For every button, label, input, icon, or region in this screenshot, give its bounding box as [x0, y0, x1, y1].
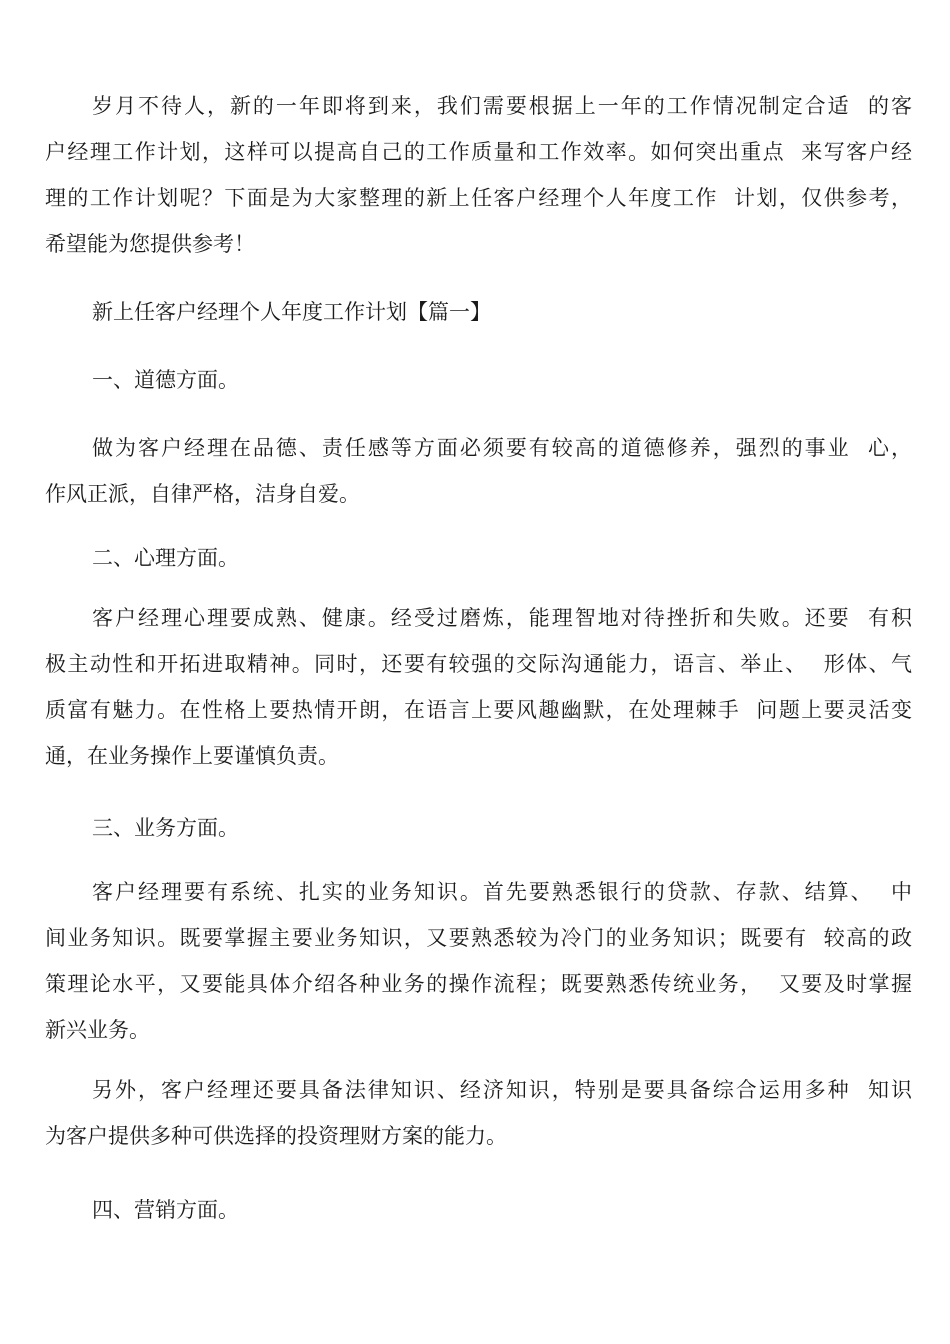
- intro-line-1: 岁月不待人，新的一年即将到来，我们需要根据上一年的工作情况制定合适 的客: [92, 94, 912, 118]
- section3-p1-line-4: 新兴业务。: [45, 1018, 150, 1042]
- section2-line-3: 质富有魅力。在性格上要热情开朗，在语言上要风趣幽默，在处理棘手 问题上要灵活变: [45, 698, 912, 722]
- section3-p1-line-3: 策理论水平，又要能具体介绍各种业务的操作流程；既要熟悉传统业务， 又要及时掌握: [45, 972, 912, 996]
- section-heading-business: 三、业务方面。: [92, 816, 239, 840]
- section1-line-1: 做为客户经理在品德、责任感等方面必须要有较高的道德修养，强烈的事业 心，: [92, 436, 912, 460]
- section2-line-1: 客户经理心理要成熟、健康。经受过磨炼，能理智地对待挫折和失败。还要 有积: [92, 606, 912, 630]
- section3-p1-line-2: 间业务知识。既要掌握主要业务知识，又要熟悉较为冷门的业务知识；既要有 较高的政: [45, 926, 912, 950]
- section3-p2-line-2: 为客户提供多种可供选择的投资理财方案的能力。: [45, 1124, 507, 1148]
- section3-p1-line-1: 客户经理要有系统、扎实的业务知识。首先要熟悉银行的贷款、存款、结算、 中: [92, 880, 912, 904]
- section-heading-morality: 一、道德方面。: [92, 368, 239, 392]
- section-heading-psychology: 二、心理方面。: [92, 546, 239, 570]
- section2-line-4: 通，在业务操作上要谨慎负责。: [45, 744, 339, 768]
- intro-line-3: 理的工作计划呢？下面是为大家整理的新上任客户经理个人年度工作 计划，仅供参考，: [45, 186, 912, 210]
- intro-line-2: 户经理工作计划，这样可以提高自己的工作质量和工作效率。如何突出重点 来写客户经: [45, 140, 912, 164]
- document-title: 新上任客户经理个人年度工作计划【篇一】: [92, 300, 491, 324]
- section-heading-marketing: 四、营销方面。: [92, 1198, 239, 1222]
- intro-line-4: 希望能为您提供参考！: [45, 232, 255, 256]
- section3-p2-line-1: 另外，客户经理还要具备法律知识、经济知识，特别是要具备综合运用多种 知识: [92, 1078, 912, 1102]
- section1-line-2: 作风正派，自律严格，洁身自爱。: [45, 482, 360, 506]
- section2-line-2: 极主动性和开拓进取精神。同时，还要有较强的交际沟通能力，语言、举止、 形体、气: [45, 652, 912, 676]
